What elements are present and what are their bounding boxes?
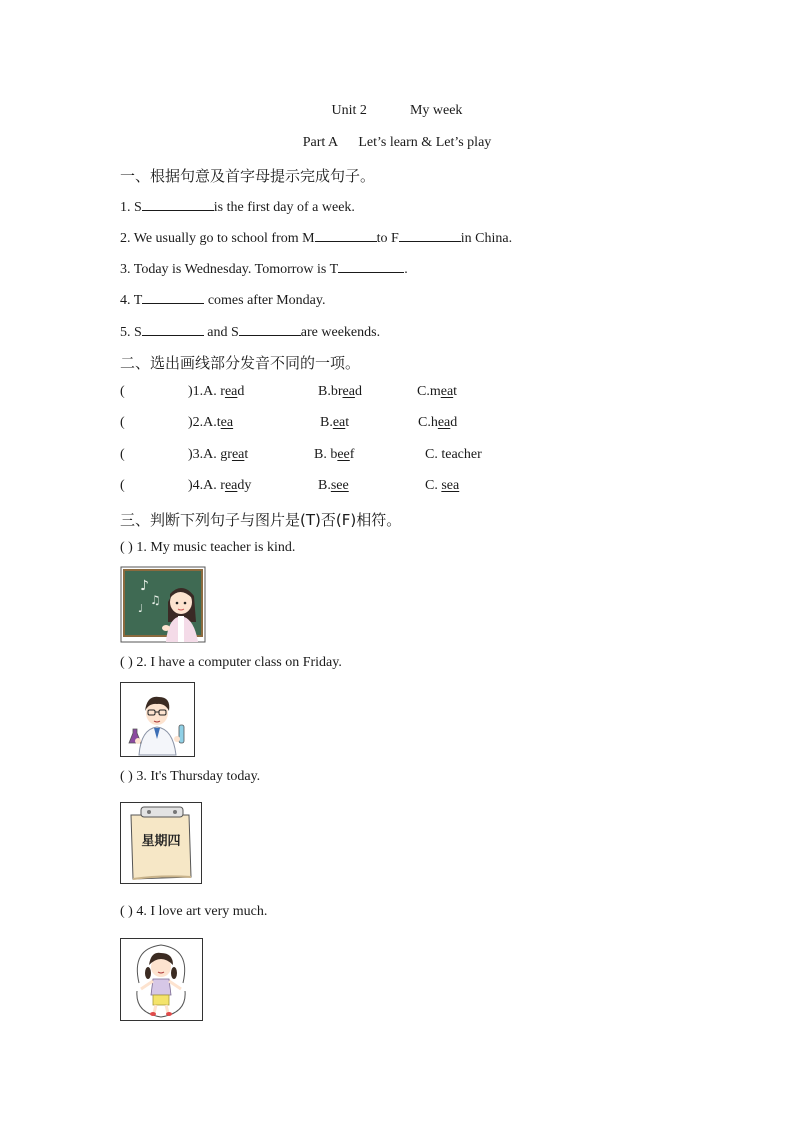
answer-blank[interactable] [239,322,301,336]
s1-item-1: 1. S is the first day of a week. [120,197,355,216]
s2-option-a: )3.A. great [188,447,249,462]
s3-item-4[interactable]: ( ) 4. I love art very much. [120,904,268,919]
answer-blank[interactable] [338,259,404,273]
answer-blank[interactable] [315,228,377,242]
s2-option-b: B.see [318,478,349,493]
answer-blank[interactable] [142,197,214,211]
s2-option-c: C.head [418,415,458,430]
calendar-day-label: 星期四 [141,834,181,849]
s2-option-a: )1.A. read [188,384,245,399]
s2-option-a: )2.A.tea [188,415,234,430]
svg-text:♫: ♫ [150,593,161,607]
s2-option-b: B.bread [318,384,362,399]
unit-label: Unit 2 [331,103,367,118]
s2-option-c: C. teacher [425,447,482,462]
s1-item-2: 2. We usually go to school from M to F in China. [120,228,512,247]
page-subtitle [0,135,794,151]
section3-heading: 三、判断下列句子与图片是(T)否(F)相符。 [120,511,402,529]
answer-blank[interactable] [399,228,461,242]
s3-item-2[interactable]: ( ) 2. I have a computer class on Friday. [120,655,342,670]
s3-item-3[interactable]: ( ) 3. It's Thursday today. [120,769,261,784]
answer-blank[interactable] [142,290,204,304]
jump-rope-girl-image [120,938,203,1021]
answer-paren[interactable]: ( [120,415,125,430]
s3-item-1[interactable]: ( ) 1. My music teacher is kind. [120,540,296,555]
part-label: Part A [302,135,338,150]
answer-paren[interactable]: ( [120,447,125,462]
part-title: Let’s learn & Let’s play [358,135,492,150]
science-teacher-image [120,682,195,757]
answer-paren[interactable]: ( [120,384,125,399]
music-teacher-image [120,566,206,643]
unit-title: My week [409,103,463,118]
answer-paren[interactable]: ( [120,478,125,493]
s2-option-b: B. beef [314,447,355,462]
svg-text:♩: ♩ [138,602,144,615]
section2-heading: 二、选出画线部分发音不同的一项。 [120,354,361,372]
s1-item-3: 3. Today is Wednesday. Tomorrow is T . [120,259,408,278]
s2-option-a: )4.A. ready [188,478,252,493]
s2-option-c: C.meat [417,384,458,399]
s2-option-b: B.eat [320,415,350,430]
s2-option-c: C. sea [425,478,460,493]
svg-text:♪: ♪ [140,578,149,594]
s1-item-5: 5. S and S are weekends. [120,322,380,341]
page-title [0,103,794,119]
s1-item-4: 4. T comes after Monday. [120,290,325,309]
section1-heading: 一、根据句意及首字母提示完成句子。 [120,167,376,185]
answer-blank[interactable] [142,322,204,336]
calendar-image [120,802,202,884]
